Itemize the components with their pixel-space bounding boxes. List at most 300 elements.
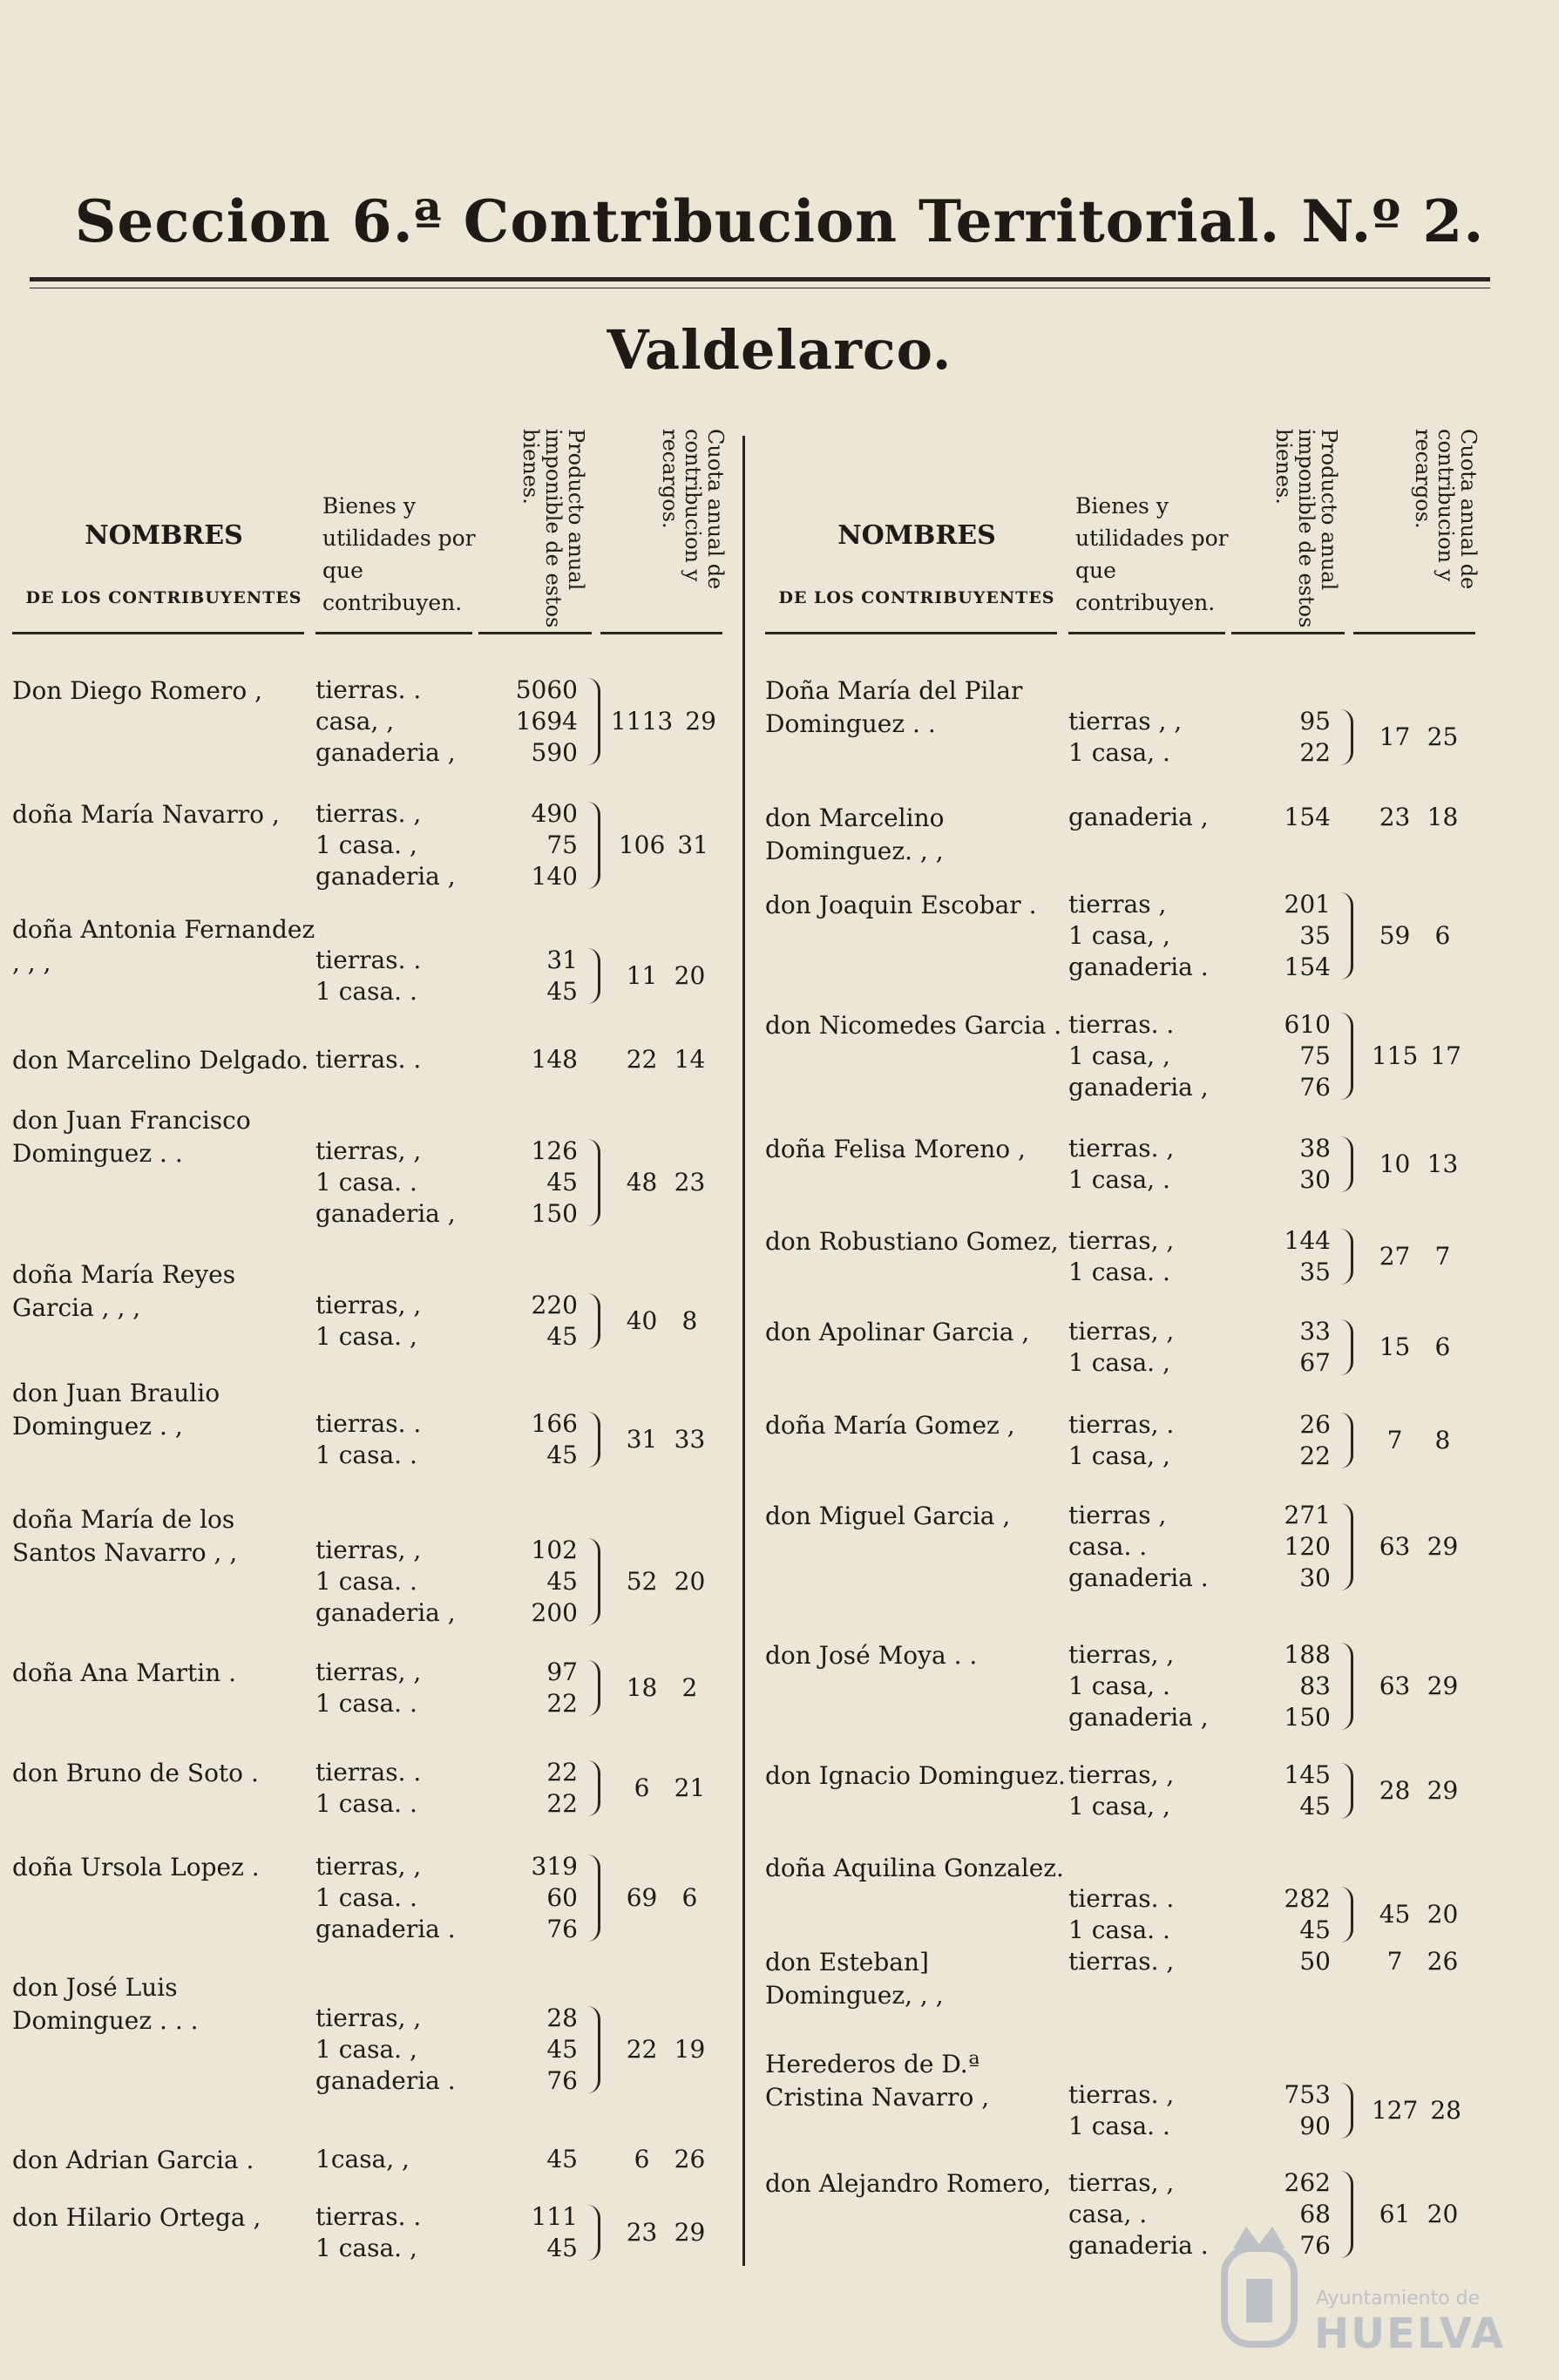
property-item: tierras, , [1068, 1760, 1175, 1789]
quota-value: 40 [626, 1306, 658, 1335]
header-producto: Producto anual imponible de estos bienes. [519, 429, 588, 628]
quota-value: 13 [1427, 1149, 1459, 1178]
product-value: 220 [531, 1291, 578, 1319]
property-item: tierras , [1068, 1501, 1167, 1529]
product-value: 90 [1299, 2112, 1331, 2140]
quota-value: 20 [674, 1567, 706, 1596]
product-value: 145 [1284, 1760, 1331, 1789]
contributor-name: don Juan Braulio Dominguez . , [12, 1379, 220, 1441]
property-list [315, 2003, 472, 2097]
product-value: 45 [546, 1567, 578, 1596]
section-title: Seccion 6.ª Contribucion Territorial. N.º 2. [74, 187, 1485, 255]
product-values [474, 1657, 583, 1719]
property-item: tierras, , [1068, 1317, 1175, 1346]
product-value: 753 [1284, 2080, 1331, 2109]
quota-value: 11 [626, 961, 658, 990]
quota-value: 20 [1427, 1900, 1459, 1929]
product-value: 45 [1299, 1792, 1331, 1821]
annual-quota [605, 960, 727, 992]
product-value: 200 [531, 1598, 578, 1627]
quota-value: 115 [1371, 1041, 1419, 1070]
product-value: 35 [1299, 921, 1331, 950]
annual-quota [1358, 1332, 1480, 1363]
grouping-brace [587, 678, 600, 765]
seal-text-line1: Ayuntamiento de [1316, 2288, 1481, 2309]
header-nombres: NOMBRES [85, 520, 243, 551]
product-value: 319 [531, 1852, 578, 1881]
annual-quota [605, 1044, 727, 1075]
product-values [474, 2201, 583, 2264]
product-value: 35 [1299, 1258, 1331, 1286]
product-value: 83 [1299, 1671, 1331, 1700]
property-item: ganaderia , [315, 1199, 456, 1228]
grouping-brace [587, 948, 600, 1004]
contributor-name: don Apolinar Garcia , [765, 1318, 1030, 1346]
product-values [474, 1044, 583, 1075]
quota-value: 19 [674, 2035, 706, 2064]
grouping-brace [587, 2205, 600, 2261]
grouping-brace [587, 1855, 600, 1942]
header-producto: Producto anual imponible de estos bienes. [1271, 429, 1341, 628]
property-item: tierras, , [315, 1658, 422, 1686]
property-list [315, 1657, 472, 1719]
header-rule [765, 632, 1057, 634]
annual-quota [605, 2144, 727, 2175]
property-list [1068, 706, 1225, 769]
quota-value: 22 [626, 2035, 658, 2064]
grouping-brace [1340, 1413, 1353, 1468]
property-item: casa. . [1068, 1532, 1148, 1561]
property-item: 1 casa. . [315, 1567, 417, 1596]
contributor-name: Don Diego Romero , [12, 676, 262, 705]
product-value: 75 [546, 831, 578, 859]
property-item: tierras, , [315, 1136, 422, 1165]
contributor-name: doña María Gomez , [765, 1411, 1015, 1440]
quota-value: 8 [681, 1306, 698, 1335]
product-values [1227, 2079, 1336, 2142]
contributor-name: don Joaquin Escobar . [765, 891, 1037, 919]
property-item: ganaderia , [315, 1598, 456, 1627]
quota-value: 6 [1434, 1332, 1451, 1361]
left-column [12, 429, 727, 2281]
quota-value: 23 [626, 2218, 658, 2247]
quota-value: 25 [1427, 722, 1459, 751]
header-rule [600, 632, 722, 634]
property-list [1068, 2079, 1225, 2142]
quota-value: 48 [626, 1168, 658, 1197]
property-list [315, 1044, 472, 1075]
product-value: 22 [546, 1789, 578, 1818]
product-value: 262 [1284, 2168, 1331, 2197]
property-item: 1 casa, , [1068, 921, 1170, 950]
product-value: 282 [1284, 1884, 1331, 1913]
grouping-brace [1340, 1229, 1353, 1285]
contributor-name: don Marcelino Dominguez. , , [765, 804, 945, 865]
grouping-brace [587, 1412, 600, 1468]
product-value: 140 [531, 862, 578, 891]
annual-quota [1358, 1041, 1480, 1072]
property-item: 1casa, , [315, 2145, 410, 2173]
property-item: tierras, , [315, 1536, 422, 1564]
annual-quota [1358, 1425, 1480, 1456]
annual-quota [605, 1882, 727, 1914]
product-value: 76 [546, 2066, 578, 2095]
quota-value: 26 [1427, 1947, 1459, 1976]
quota-value: 20 [674, 961, 706, 990]
property-item: 1 casa. . [1068, 2112, 1170, 2140]
property-item: tierras, , [1068, 1640, 1175, 1669]
contributor-name: Doña María del Pilar Dominguez . . [765, 676, 1023, 738]
annual-quota [605, 1305, 727, 1337]
annual-quota [605, 830, 727, 861]
property-list [315, 1757, 472, 1820]
annual-quota [1358, 1946, 1480, 1977]
crest-icon [1211, 2214, 1307, 2362]
property-item: casa, . [1068, 2200, 1148, 2228]
quota-value: 29 [1427, 1532, 1459, 1561]
product-value: 45 [546, 1322, 578, 1351]
quota-value: 7 [1386, 1947, 1403, 1976]
product-value: 26 [1299, 1410, 1331, 1439]
contributor-name: don Adrian Garcia . [12, 2146, 254, 2174]
quota-value: 2 [681, 1673, 698, 1702]
property-list [1068, 802, 1225, 833]
product-values [474, 1408, 583, 1471]
quota-value: 21 [674, 1773, 706, 1802]
property-item: 1 casa, , [1068, 1441, 1170, 1470]
property-list [1068, 889, 1225, 983]
header-rule [1353, 632, 1475, 634]
property-list [1068, 1133, 1225, 1196]
header-rule [1231, 632, 1345, 634]
property-item: 1 casa. , [315, 2035, 417, 2064]
product-value: 45 [546, 2035, 578, 2064]
product-value: 1694 [515, 707, 578, 736]
property-list [315, 675, 472, 769]
property-item: tierras , , [1068, 707, 1183, 736]
property-list [315, 1408, 472, 1471]
seal-text-line2: HUELVA [1314, 2309, 1505, 2358]
contributor-name: don Esteban] Dominguez, , , [765, 1948, 944, 2010]
property-item: tierras, , [315, 1852, 422, 1881]
property-list [1068, 1946, 1225, 1977]
property-item: 1 casa. . [1068, 1258, 1170, 1286]
grouping-brace [587, 1660, 600, 1716]
product-value: 38 [1299, 1134, 1331, 1163]
grouping-brace [587, 802, 600, 889]
property-item: tierras. . [315, 675, 422, 704]
product-value: 31 [546, 946, 578, 974]
contributor-name: don Bruno de Soto . [12, 1759, 259, 1787]
product-value: 30 [1299, 1563, 1331, 1592]
property-item: 1 casa. , [315, 1322, 417, 1351]
grouping-brace [1340, 1763, 1353, 1819]
annual-quota [605, 1672, 727, 1704]
quota-value: 22 [626, 1045, 658, 1074]
contributor-name: doña María Reyes Garcia , , , [12, 1260, 236, 1322]
property-item: tierras. . [1068, 1010, 1175, 1039]
right-column [765, 429, 1480, 2281]
grouping-brace [1340, 1887, 1353, 1943]
property-item: tierras, , [1068, 1226, 1175, 1255]
grouping-brace [587, 2006, 600, 2093]
grouping-brace [1340, 892, 1353, 980]
product-value: 148 [531, 1045, 578, 1074]
product-values [1227, 1133, 1336, 1196]
product-value: 45 [546, 2145, 578, 2173]
property-item: tierras, , [315, 1291, 422, 1319]
product-value: 271 [1284, 1501, 1331, 1529]
quota-value: 17 [1430, 1041, 1461, 1070]
product-value: 22 [546, 1689, 578, 1718]
grouping-brace [1340, 1319, 1353, 1375]
property-item: 1 casa. , [315, 2234, 417, 2262]
product-value: 28 [546, 2004, 578, 2032]
annual-quota [605, 2217, 727, 2248]
quota-value: 23 [674, 1168, 706, 1197]
contributor-name: doña María de los Santos Navarro , , [12, 1505, 238, 1567]
quota-value: 18 [1427, 803, 1459, 831]
property-item: tierras. , [1068, 1947, 1175, 1976]
property-list [1068, 1883, 1225, 1946]
annual-quota [1358, 1531, 1480, 1563]
quota-value: 63 [1379, 1532, 1411, 1561]
quota-value: 29 [1427, 1776, 1459, 1805]
property-item: tierras. , [1068, 1134, 1175, 1163]
archive-watermark-seal [1211, 2214, 1505, 2370]
header-cuota: Cuota anual de contribucion y recargos. [658, 429, 728, 590]
property-item: 1 casa, . [1068, 1671, 1170, 1700]
right-column-header [765, 429, 1480, 638]
product-value: 111 [531, 2202, 578, 2231]
quota-value: 27 [1379, 1242, 1411, 1271]
property-list [1068, 1316, 1225, 1379]
product-values [1227, 1946, 1336, 1977]
header-cuota: Cuota anual de contribucion y recargos. [1411, 429, 1481, 590]
product-values [1227, 1225, 1336, 1288]
property-item: 1 casa. , [315, 831, 417, 859]
grouping-brace [587, 1760, 600, 1816]
grouping-brace [587, 1293, 600, 1349]
product-value: 45 [546, 2234, 578, 2262]
annual-quota [1358, 2095, 1480, 2126]
product-values [1227, 1500, 1336, 1594]
product-value: 95 [1299, 707, 1331, 736]
product-value: 188 [1284, 1640, 1331, 1669]
grouping-brace [1340, 1013, 1353, 1100]
contributor-name: doña María Navarro , [12, 800, 280, 829]
header-bienes: Bienes y utilidades por que contribuyen. [1075, 493, 1229, 615]
property-item: 1 casa. . [315, 1789, 417, 1818]
product-values [474, 1535, 583, 1629]
contributor-name: don Marcelino Delgado. [12, 1046, 309, 1075]
annual-quota [1358, 802, 1480, 833]
header-rule [478, 632, 592, 634]
property-item: tierras. . [315, 946, 422, 974]
property-item: tierras. , [315, 799, 422, 828]
contributor-name: don Robustiano Gomez, [765, 1227, 1059, 1256]
property-list [315, 1290, 472, 1353]
product-value: 75 [1299, 1041, 1331, 1070]
grouping-brace [1340, 709, 1353, 765]
property-item: 1 casa. . [315, 977, 417, 1006]
quota-value: 45 [1379, 1900, 1411, 1929]
product-values [1227, 1009, 1336, 1103]
annual-quota [1358, 920, 1480, 952]
property-item: 1 casa, , [1068, 1041, 1170, 1070]
quota-value: 8 [1434, 1426, 1451, 1454]
annual-quota [1358, 1775, 1480, 1807]
property-list [315, 1535, 472, 1629]
grouping-brace [587, 1139, 600, 1226]
quota-value: 6 [1434, 921, 1451, 950]
contributor-name: doña Ursola Lopez . [12, 1853, 260, 1882]
property-item: ganaderia , [1068, 1703, 1209, 1732]
product-value: 45 [1299, 1916, 1331, 1944]
contributor-name: don Nicomedes Garcia . [765, 1011, 1062, 1040]
property-list [315, 798, 472, 892]
quota-value: 52 [626, 1567, 658, 1596]
product-value: 22 [546, 1758, 578, 1787]
quota-value: 33 [674, 1425, 706, 1454]
left-column-header [12, 429, 727, 638]
property-item: tierras. , [1068, 2080, 1175, 2109]
quota-value: 69 [626, 1883, 658, 1912]
product-value: 150 [531, 1199, 578, 1228]
quota-value: 17 [1379, 722, 1411, 751]
product-value: 22 [1299, 738, 1331, 767]
product-values [1227, 1760, 1336, 1822]
product-values [474, 1851, 583, 1945]
quota-value: 18 [626, 1673, 658, 1702]
contributor-name: Herederos de D.ª Cristina Navarro , [765, 2050, 990, 2112]
property-list [315, 2201, 472, 2264]
quota-value: 15 [1379, 1332, 1411, 1361]
product-value: 45 [546, 1168, 578, 1197]
quota-value: 10 [1379, 1149, 1411, 1178]
grouping-brace [1340, 1136, 1353, 1192]
product-value: 45 [546, 1441, 578, 1469]
annual-quota [605, 1167, 727, 1198]
annual-quota [605, 1773, 727, 1804]
product-value: 490 [531, 799, 578, 828]
quota-value: 6 [634, 1773, 650, 1802]
annual-quota [1358, 1671, 1480, 1702]
product-values [474, 2144, 583, 2175]
product-value: 144 [1284, 1226, 1331, 1255]
product-values [474, 945, 583, 1007]
property-item: 1 casa. . [315, 1441, 417, 1469]
property-item: 1 casa, . [1068, 738, 1170, 767]
title-rule-thick [30, 277, 1490, 281]
property-item: ganaderia . [315, 2066, 456, 2095]
property-list [1068, 2167, 1225, 2261]
quota-value: 29 [674, 2218, 706, 2247]
annual-quota [605, 706, 727, 737]
product-value: 5060 [515, 675, 578, 704]
contributor-name: don Miguel Garcia , [765, 1502, 1011, 1530]
quota-value: 26 [674, 2145, 706, 2173]
property-item: ganaderia . [315, 1915, 456, 1943]
property-item: ganaderia , [1068, 1073, 1209, 1102]
product-value: 45 [546, 977, 578, 1006]
property-item: 1 casa. . [1068, 1916, 1170, 1944]
property-list [1068, 1500, 1225, 1594]
product-value: 126 [531, 1136, 578, 1165]
header-rule [12, 632, 304, 634]
contributor-name: don Alejandro Romero, [765, 2169, 1052, 2198]
product-value: 120 [1284, 1532, 1331, 1561]
contributor-name: doña Antonia Fernandez , , , [12, 915, 315, 977]
property-list [315, 945, 472, 1007]
property-item: ganaderia . [1068, 2231, 1209, 2260]
property-list [315, 1851, 472, 1945]
quota-value: 7 [1386, 1426, 1403, 1454]
property-item: tierras, , [1068, 2168, 1175, 2197]
property-list [315, 2144, 472, 2175]
annual-quota [605, 2034, 727, 2065]
quota-value: 20 [1427, 2200, 1459, 2228]
header-nombres: NOMBRES [837, 520, 996, 551]
header-bienes: Bienes y utilidades por que contribuyen. [322, 493, 476, 615]
product-values [474, 675, 583, 769]
property-item: 1 casa. . [315, 1689, 417, 1718]
quota-value: 127 [1371, 2096, 1419, 2125]
product-value: 150 [1284, 1703, 1331, 1732]
quota-value: 28 [1379, 1776, 1411, 1805]
product-value: 201 [1284, 890, 1331, 919]
product-value: 60 [546, 1883, 578, 1912]
grouping-brace [1340, 1503, 1353, 1590]
annual-quota [1358, 1899, 1480, 1930]
product-value: 68 [1299, 2200, 1331, 2228]
product-value: 610 [1284, 1010, 1331, 1039]
column-divider [742, 436, 745, 2266]
annual-quota [605, 1566, 727, 1597]
property-item: casa, , [315, 707, 395, 736]
property-item: tierras, , [315, 2004, 422, 2032]
property-item: tierras. . [315, 1758, 422, 1787]
quota-value: 63 [1379, 1671, 1411, 1700]
property-item: 1 casa. . [315, 1883, 417, 1912]
product-value: 154 [1284, 803, 1331, 831]
quota-value: 28 [1430, 2096, 1461, 2125]
property-item: ganaderia , [1068, 803, 1209, 831]
property-item: ganaderia , [315, 738, 456, 767]
product-value: 33 [1299, 1317, 1331, 1346]
property-item: ganaderia , [315, 862, 456, 891]
quota-value: 29 [685, 707, 716, 736]
contributor-name: doña Felisa Moreno , [765, 1135, 1026, 1163]
property-item: ganaderia . [1068, 1563, 1209, 1592]
grouping-brace [1340, 1643, 1353, 1730]
contributor-name: don José Moya . . [765, 1641, 978, 1670]
product-values [1227, 1316, 1336, 1379]
product-value: 154 [1284, 953, 1331, 981]
grouping-brace [587, 1538, 600, 1625]
property-list [1068, 1639, 1225, 1733]
quota-value: 23 [1379, 803, 1411, 831]
product-values [1227, 1409, 1336, 1472]
product-value: 76 [1299, 2231, 1331, 2260]
contributor-name: don Ignacio Dominguez. [765, 1761, 1066, 1790]
quota-value: 31 [677, 831, 708, 859]
product-value: 50 [1299, 1947, 1331, 1976]
product-values [1227, 1883, 1336, 1946]
property-item: tierras, . [1068, 1410, 1175, 1439]
product-value: 166 [531, 1409, 578, 1438]
annual-quota [1358, 722, 1480, 753]
